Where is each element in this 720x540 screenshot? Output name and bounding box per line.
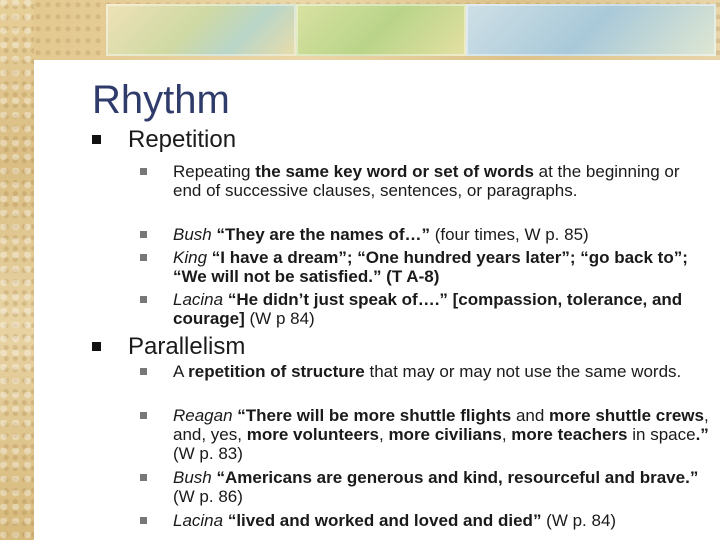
text-run: Bush: [173, 468, 212, 487]
text-run: in space: [627, 425, 696, 444]
square-bullet-icon: [140, 412, 147, 419]
text-run: Lacina: [173, 290, 224, 309]
list-item: [140, 225, 710, 244]
square-bullet-icon: [140, 368, 147, 375]
square-bullet-icon: [140, 254, 147, 261]
section-heading: Repetition: [128, 126, 237, 153]
text-run: that may or may not use the same words.: [364, 362, 682, 381]
square-bullet-icon: [140, 517, 147, 524]
text-run: King: [173, 248, 208, 267]
text-run: more teachers: [511, 425, 628, 444]
list-item-text: [173, 468, 710, 506]
text-run: more shuttle crews: [549, 406, 704, 425]
text-run: Reagan: [173, 406, 233, 425]
text-run: “I have a dream”; “One hundred years later”; “go back to”; “We will not be satisfied.” (T A-8): [173, 248, 688, 286]
slide-title: Rhythm: [92, 78, 230, 122]
list-item-text: [173, 225, 710, 244]
text-run: (four times, W p. 85): [429, 225, 589, 244]
text-run: and: [511, 406, 550, 425]
text-run: A: [173, 362, 189, 381]
text-run: Bush: [173, 225, 212, 244]
text-run: more volunteers: [246, 425, 379, 444]
text-run: “There will be: [232, 406, 354, 425]
text-run: repetition of structure: [188, 362, 365, 381]
list-item: [140, 511, 710, 530]
text-run: .”: [695, 425, 709, 444]
list-item: [140, 248, 710, 286]
text-run: (W p. 83): [173, 444, 243, 463]
text-run: more shuttle flights: [353, 406, 512, 425]
list-item: [140, 362, 710, 381]
square-bullet-icon: [140, 296, 147, 303]
list-item-text: [173, 162, 710, 200]
list-item-text: [173, 248, 710, 286]
decorative-tile: [106, 4, 296, 56]
decorative-tile: [296, 4, 466, 56]
square-bullet-icon: [92, 342, 101, 351]
list-item: [140, 162, 710, 200]
list-item-text: [173, 511, 710, 530]
list-item: [140, 406, 710, 463]
text-run: the same key word or set of words: [255, 162, 534, 181]
text-run: (W p. 86): [173, 487, 243, 506]
text-run: “Americans are: [211, 468, 347, 487]
text-run: “He didn’t just speak of….” [compassion, tolerance, and courage]: [173, 290, 683, 328]
text-run: Lacina: [173, 511, 224, 530]
square-bullet-icon: [140, 231, 147, 238]
text-run: ,: [501, 425, 512, 444]
list-item-text: [173, 406, 710, 463]
section-parallelism: [92, 333, 245, 361]
list-item-text: [173, 290, 710, 328]
list-item: [140, 468, 710, 506]
text-run: “lived and worked and loved and died”: [223, 511, 542, 530]
decorative-tile: [466, 4, 716, 56]
text-run: (W p. 84): [541, 511, 617, 530]
text-run: , and, yes,: [173, 406, 709, 444]
square-bullet-icon: [92, 135, 101, 144]
text-run: generous and kind, resourceful and brave.”: [346, 468, 699, 487]
section-heading: Parallelism: [128, 333, 246, 360]
list-item-text: [173, 362, 710, 381]
decorative-border-top: [34, 0, 720, 60]
square-bullet-icon: [140, 474, 147, 481]
text-run: at the beginning or end of successive clauses, sentences, or paragraphs.: [173, 162, 680, 200]
section-repetition: [92, 126, 236, 154]
text-run: more civilians: [388, 425, 502, 444]
decorative-border-left: [0, 0, 34, 540]
square-bullet-icon: [140, 168, 147, 175]
text-run: Repeating: [173, 162, 256, 181]
text-run: ,: [378, 425, 389, 444]
list-item: [140, 290, 710, 328]
text-run: (W p 84): [244, 309, 315, 328]
text-run: “They are the names of…”: [211, 225, 430, 244]
